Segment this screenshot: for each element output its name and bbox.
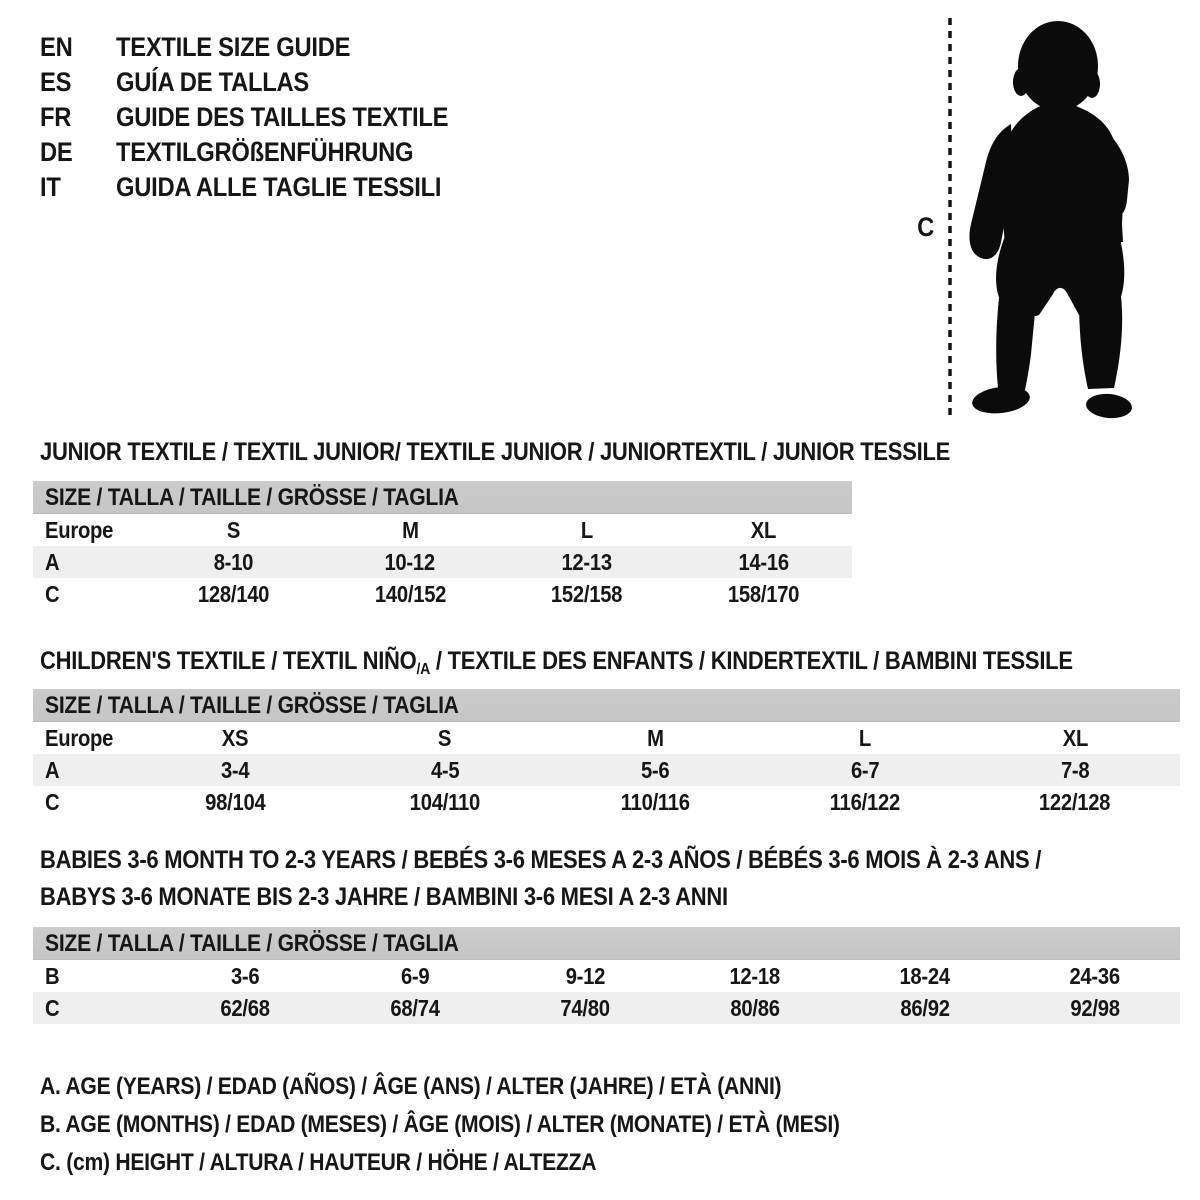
lang-row-es: [40, 65, 494, 100]
size-cell: XS: [221, 725, 249, 751]
table-row-height: [33, 578, 852, 610]
height-cell: 110/116: [620, 789, 690, 815]
lang-code: ES: [40, 67, 72, 97]
age-cell: 18-24: [899, 963, 951, 989]
size-cell: M: [646, 725, 664, 751]
row-label: B: [45, 963, 60, 989]
lang-code: DE: [40, 137, 73, 167]
row-label: C: [45, 995, 60, 1021]
row-label: A: [45, 757, 60, 783]
age-cell: 3-6: [230, 963, 260, 989]
lang-row-en: [40, 30, 494, 65]
babies-section-title-line1: BABIES 3-6 MONTH TO 2-3 YEARS / BEBÉS 3-6 MESES A 2-3 AÑOS / BÉBÉS 3-6 MOIS À 2-3 ANS /: [40, 846, 1042, 874]
height-cell: 92/98: [1070, 995, 1120, 1021]
size-cell: XL: [1062, 725, 1088, 751]
junior-size-table: [33, 481, 852, 610]
age-cell: 12-13: [561, 549, 613, 575]
height-cell: 152/158: [551, 581, 623, 607]
babies-section-title-line2: BABYS 3-6 MONATE BIS 2-3 JAHRE / BAMBINI 3-6 MESI A 2-3 ANNI: [40, 883, 728, 911]
measure-legend: [40, 1068, 949, 1182]
height-cell: 86/92: [900, 995, 950, 1021]
height-cell: 104/110: [409, 789, 481, 815]
height-cell: 98/104: [204, 789, 266, 815]
age-cell: 24-36: [1069, 963, 1121, 989]
size-cell: S: [226, 517, 240, 543]
row-label: A: [45, 549, 60, 575]
age-cell: 10-12: [384, 549, 436, 575]
height-cell: 68/74: [390, 995, 440, 1021]
height-cell: 122/128: [1039, 789, 1111, 815]
babies-size-table: [33, 927, 1180, 1024]
table-row-age-months: [33, 960, 1180, 992]
row-label: Europe: [45, 725, 114, 751]
age-cell: 4-5: [430, 757, 460, 783]
legend-line-b: B. AGE (MONTHS) / EDAD (MESES) / ÂGE (MOIS) / ALTER (MONATE) / ETÀ (MESI): [40, 1111, 840, 1138]
lang-label: TEXTILGRÖßENFÜHRUNG: [116, 137, 414, 167]
lang-code: IT: [40, 172, 61, 202]
height-cell: 116/122: [829, 789, 901, 815]
height-cell: 128/140: [197, 581, 270, 607]
size-cell: L: [580, 517, 593, 543]
junior-section-title: JUNIOR TEXTILE / TEXTIL JUNIOR/ TEXTILE JUNIOR / JUNIORTEXTIL / JUNIOR TESSILE: [40, 438, 951, 466]
lang-row-it: [40, 170, 494, 205]
age-cell: 14-16: [738, 549, 789, 575]
lang-row-de: [40, 135, 494, 170]
lang-label: TEXTILE SIZE GUIDE: [116, 32, 351, 62]
babies-table-header: SIZE / TALLA / TAILLE / GRÖSSE / TAGLIA: [33, 927, 1180, 960]
language-title-block: [40, 30, 494, 205]
table-row-europe: [33, 514, 852, 546]
height-cell: 74/80: [560, 995, 610, 1021]
children-size-table: [33, 689, 1180, 818]
table-row-age: [33, 546, 852, 578]
title-subscript: /A: [416, 661, 431, 678]
age-cell: 3-4: [220, 757, 250, 783]
height-cell: 140/152: [374, 581, 446, 607]
height-cell: 80/86: [730, 995, 780, 1021]
legend-line-c: C. (cm) HEIGHT / ALTURA / HAUTEUR / HÖHE / ALTEZZA: [40, 1149, 597, 1176]
legend-line-a: A. AGE (YEARS) / EDAD (AÑOS) / ÂGE (ANS) / ALTER (JAHRE) / ETÀ (ANNI): [40, 1073, 782, 1100]
table-row-height: [33, 992, 1180, 1024]
height-cell: 62/68: [220, 995, 270, 1021]
table-row-europe: [33, 722, 1180, 754]
lang-label: GUÍA DE TALLAS: [116, 67, 309, 97]
lang-code: EN: [40, 32, 73, 62]
table-row-age: [33, 754, 1180, 786]
age-cell: 6-7: [850, 757, 880, 783]
age-cell: 8-10: [213, 549, 254, 575]
height-measure-label: C: [917, 212, 935, 242]
height-cell: 158/170: [727, 581, 800, 607]
lang-label: GUIDA ALLE TAGLIE TESSILI: [116, 172, 442, 202]
age-cell: 12-18: [729, 963, 781, 989]
lang-row-fr: [40, 100, 494, 135]
table-row-height: [33, 786, 1180, 818]
age-cell: 9-12: [565, 963, 605, 989]
age-cell: 5-6: [640, 757, 670, 783]
age-cell: 7-8: [1060, 757, 1090, 783]
children-table-header: SIZE / TALLA / TAILLE / GRÖSSE / TAGLIA: [33, 689, 1180, 722]
toddler-silhouette-icon: [953, 14, 1143, 426]
size-cell: XL: [750, 517, 777, 543]
size-cell: S: [438, 725, 452, 751]
lang-label: GUIDE DES TAILLES TEXTILE: [116, 102, 449, 132]
row-label: Europe: [45, 517, 114, 543]
age-cell: 6-9: [400, 963, 430, 989]
lang-code: FR: [40, 102, 72, 132]
size-cell: M: [401, 517, 419, 543]
children-section-title: CHILDREN'S TEXTILE / TEXTIL $NIÑO_{/A}$ / TEXTILE DES ENFANTS / KINDERTEXTIL / BAMBINI TESSILE: [40, 647, 1073, 678]
junior-table-header: SIZE / TALLA / TAILLE / GRÖSSE / TAGLIA: [33, 481, 852, 514]
size-cell: L: [858, 725, 872, 751]
row-label: C: [45, 789, 60, 815]
row-label: C: [45, 581, 60, 607]
